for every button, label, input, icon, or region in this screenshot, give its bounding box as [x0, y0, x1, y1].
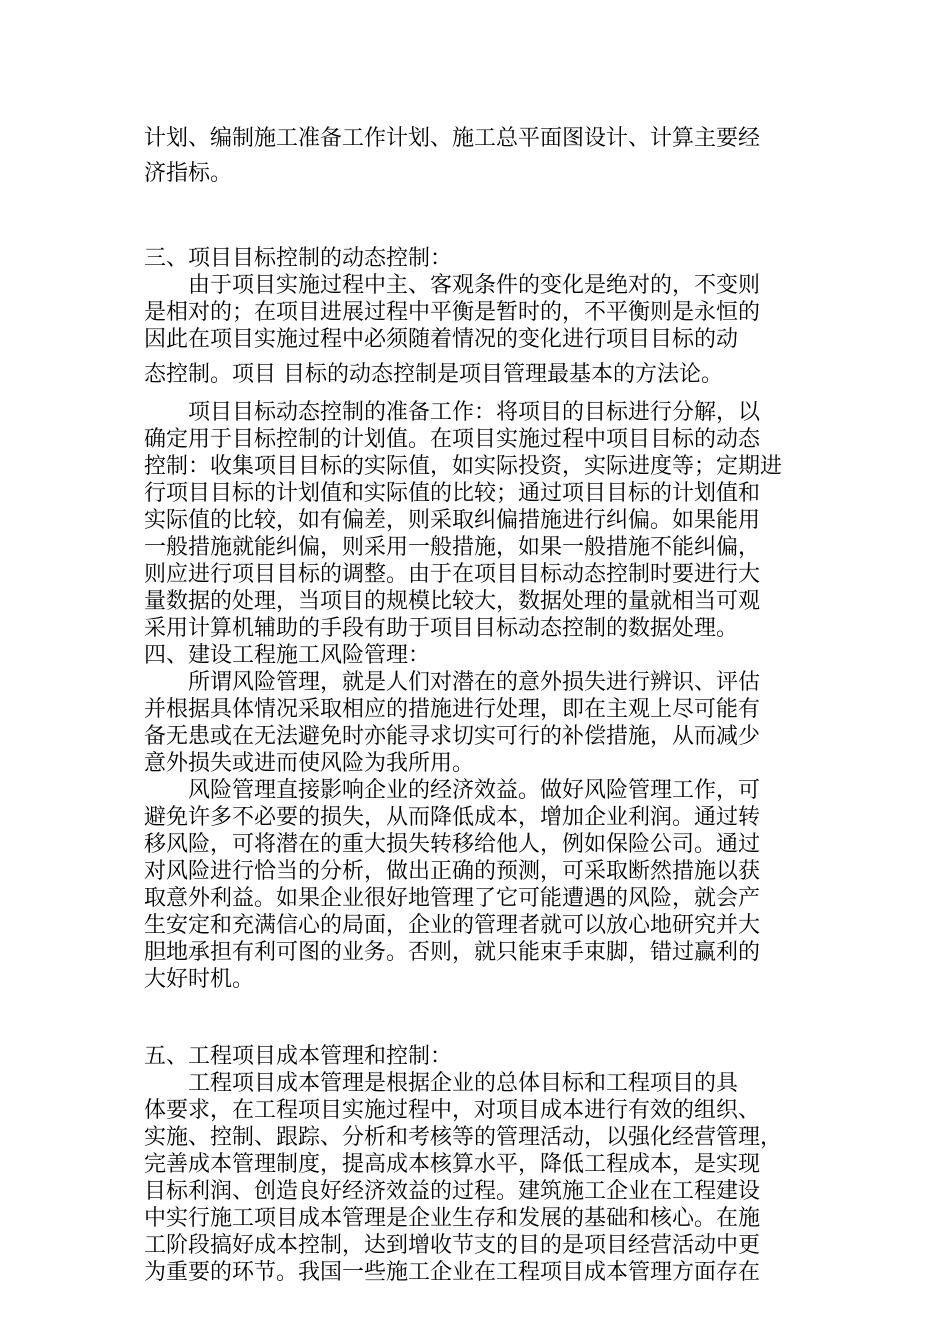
paragraph-line: 胆地承担有利可图的业务。否则，就只能束手束脚，错过赢利的: [144, 940, 761, 965]
paragraph-line: 行项目目标的计划值和实际值的比较；通过项目目标的计划值和: [144, 481, 761, 506]
paragraph-line: 工程项目成本管理是根据企业的总体目标和工程项目的具: [144, 1071, 739, 1096]
paragraph-line: 采用计算机辅助的手段有助于项目目标动态控制的数据处理。: [144, 616, 739, 641]
paragraph-line: 一般措施就能纠偏，则采用一般措施，如果一般措施不能纠偏，: [144, 535, 761, 560]
paragraph-line: 工阶段搞好成本控制，达到增收节支的目的是项目经营活动中更: [144, 1233, 761, 1258]
section-5-heading: 五、工程项目成本管理和控制：: [144, 1044, 453, 1069]
paragraph-line: 避免许多不必要的损失，从而降低成本，增加企业利润。通过转: [144, 805, 761, 830]
paragraph-line: 移风险，可将潜在的重大损失转移给他人，例如保险公司。通过: [144, 832, 761, 857]
paragraph-line: 因此在项目实施过程中必须随着情况的变化进行项目目标的动: [144, 327, 739, 352]
paragraph-line: 中实行施工项目成本管理是企业生存和发展的基础和核心。在施: [144, 1206, 761, 1231]
paragraph-line: 并根据具体情况采取相应的措施进行处理，即在主观上尽可能有: [144, 697, 761, 722]
paragraph-line: 实际值的比较，如有偏差，则采取纠偏措施进行纠偏。如果能用: [144, 508, 761, 533]
paragraph-line: 由于项目实施过程中主、客观条件的变化是绝对的，不变则: [144, 273, 761, 298]
paragraph-line: 则应进行项目目标的调整。由于在项目目标动态控制时要进行大: [144, 562, 761, 587]
paragraph-line: 所谓风险管理，就是人们对潜在的意外损失进行辨识、评估: [144, 670, 761, 695]
paragraph-line: 对风险进行恰当的分析，做出正确的预测，可采取断然措施以获: [144, 859, 761, 884]
section-4-heading: 四、建设工程施工风险管理：: [144, 643, 431, 668]
paragraph-line: 控制：收集项目目标的实际值，如实际投资，实际进度等；定期进: [144, 454, 783, 479]
paragraph-line: 目标利润、创造良好经济效益的过程。建筑施工企业在工程建设: [144, 1179, 761, 1204]
intro-line: 计划、编制施工准备工作计划、施工总平面图设计、计算主要经: [144, 126, 761, 151]
paragraph-line: 项目目标动态控制的准备工作：将项目的目标进行分解，以: [144, 400, 761, 425]
paragraph-line: 实施、控制、跟踪、分析和考核等的管理活动，以强化经营管理，: [144, 1125, 783, 1150]
paragraph-line: 取意外利益。如果企业很好地管理了它可能遭遇的风险，就会产: [144, 886, 761, 911]
paragraph-line: 体要求，在工程项目实施过程中，对项目成本进行有效的组织、: [144, 1098, 761, 1123]
paragraph-line: 态控制。项目 目标的动态控制是项目管理最基本的方法论。: [144, 362, 723, 387]
paragraph-line: 意外损失或进而使风险为我所用。: [144, 751, 475, 776]
paragraph-line: 是相对的；在项目进展过程中平衡是暂时的，不平衡则是永恒的: [144, 300, 761, 325]
paragraph-line: 为重要的环节。我国一些施工企业在工程项目成本管理方面存在: [144, 1260, 761, 1285]
section-3-heading: 三、项目目标控制的动态控制：: [144, 246, 453, 271]
paragraph-line: 完善成本管理制度，提高成本核算水平，降低工程成本，是实现: [144, 1152, 761, 1177]
intro-line: 济指标。: [144, 161, 233, 186]
paragraph-line: 备无患或在无法避免时亦能寻求切实可行的补偿措施，从而减少: [144, 724, 761, 749]
paragraph-line: 大好时机。: [144, 967, 255, 992]
paragraph-line: 确定用于目标控制的计划值。在项目实施过程中项目目标的动态: [144, 427, 761, 452]
paragraph-line: 风险管理直接影响企业的经济效益。做好风险管理工作，可: [144, 778, 761, 803]
paragraph-line: 生安定和充满信心的局面，企业的管理者就可以放心地研究并大: [144, 913, 761, 938]
paragraph-line: 量数据的处理，当项目的规模比较大，数据处理的量就相当可观: [144, 589, 761, 614]
